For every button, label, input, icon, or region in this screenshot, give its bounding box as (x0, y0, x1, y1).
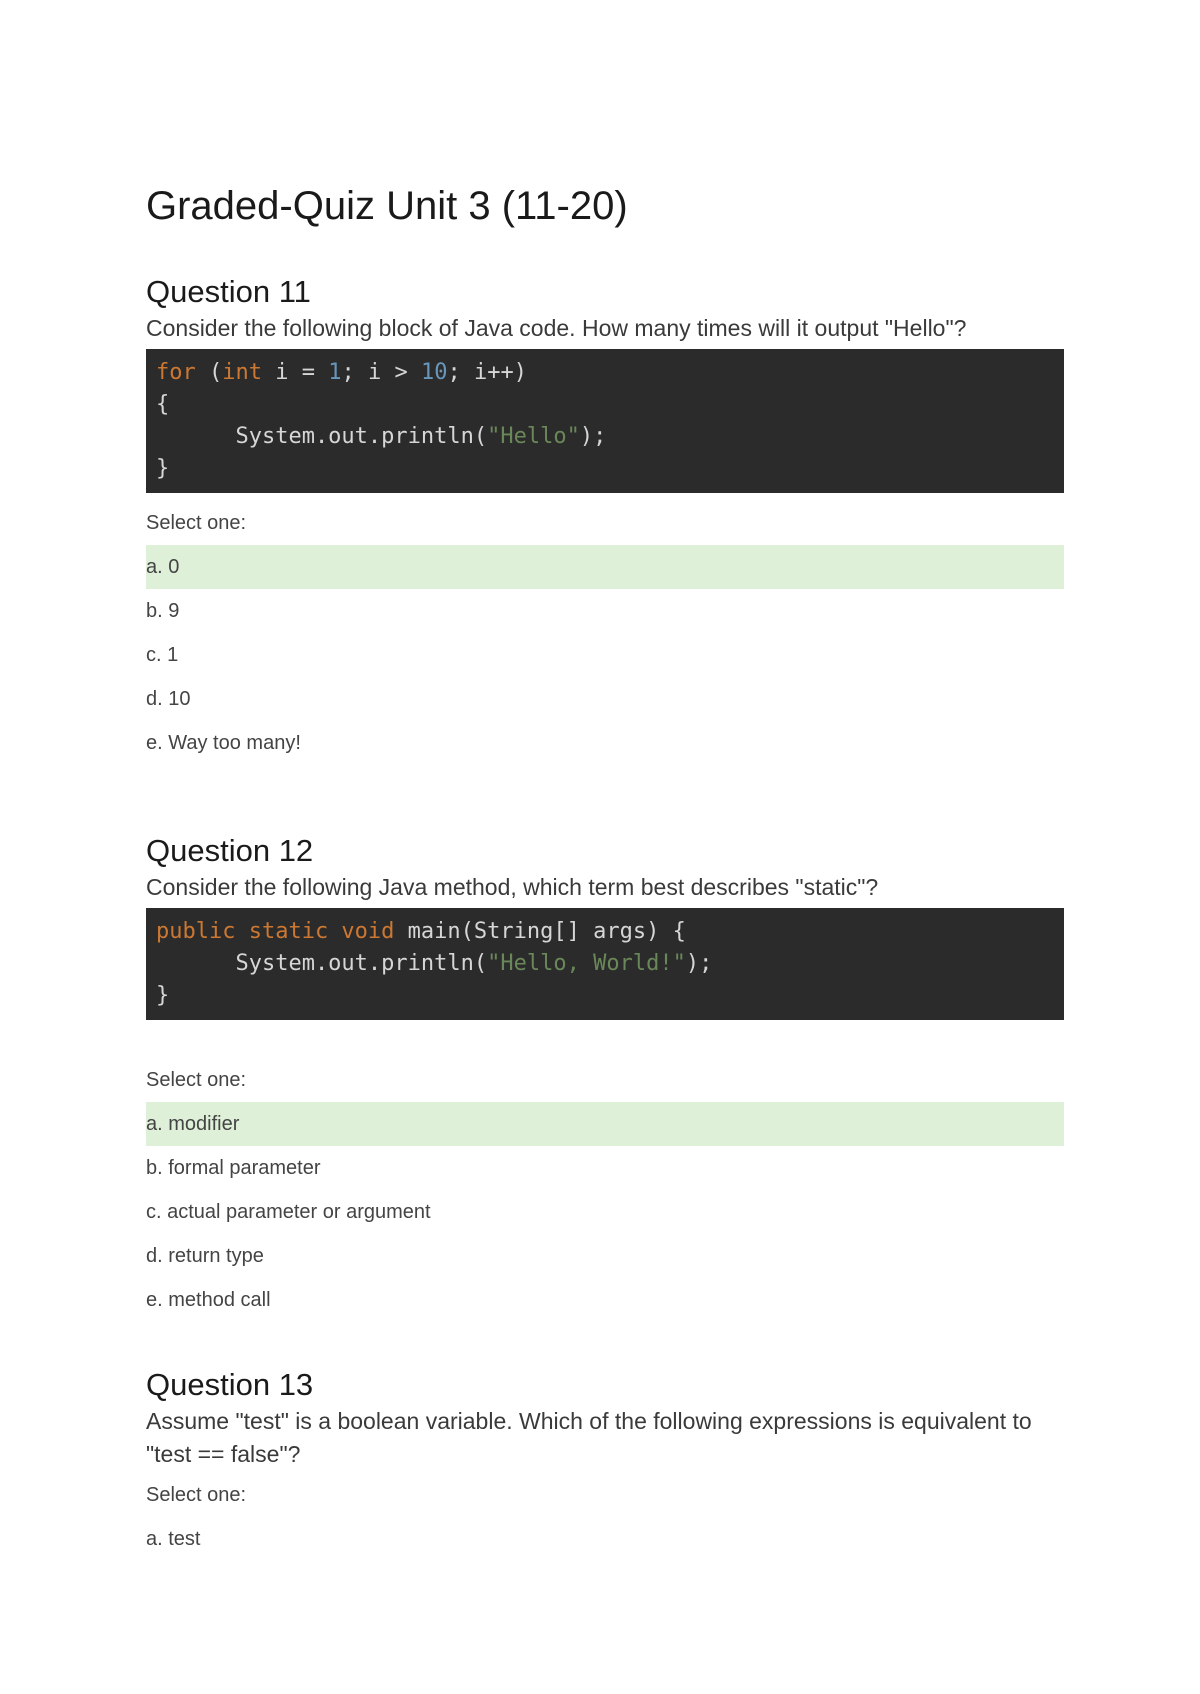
code-token: ; i++) (447, 360, 527, 385)
code-token: ); (579, 424, 607, 449)
code-token: } (156, 456, 170, 481)
code-token: System.out.println( (156, 424, 488, 449)
code-token: 1 (328, 360, 342, 385)
option-a[interactable]: a. 0 (146, 545, 1064, 589)
code-token: ); (685, 951, 713, 976)
code-token: for (156, 360, 196, 385)
option-a[interactable]: a. modifier (146, 1102, 1064, 1146)
code-token: System.out.println( (156, 951, 488, 976)
option-b[interactable]: b. 9 (146, 600, 180, 622)
code-block (146, 349, 1064, 493)
option-e[interactable]: e. Way too many! (146, 732, 301, 754)
question-title: Question 13 (146, 1367, 314, 1402)
option-d[interactable]: d. return type (146, 1245, 264, 1267)
question-13 (146, 1367, 1064, 1561)
option-b[interactable]: b. formal parameter (146, 1157, 321, 1179)
option-c[interactable]: c. 1 (146, 644, 179, 666)
option-a[interactable]: a. test (146, 1528, 201, 1550)
page-title: Graded-Quiz Unit 3 (11-20) (146, 184, 628, 228)
question-title: Question 11 (146, 274, 311, 309)
option-c[interactable]: c. actual parameter or argument (146, 1201, 431, 1223)
select-one-label: Select one: (146, 512, 247, 534)
question-text: Consider the following block of Java code. How many times will it output "Hello"? (146, 315, 967, 341)
code-token: i = (262, 360, 329, 385)
code-token: ; i > (341, 360, 421, 385)
option-d[interactable]: d. 10 (146, 688, 191, 710)
question-11 (146, 274, 1064, 765)
question-text: Assume "test" is a boolean variable. Which of the following expressions is equivalent to "test == false"? (146, 1408, 1032, 1467)
select-one-label: Select one: (146, 1484, 247, 1506)
code-token: { (156, 392, 170, 417)
option-e[interactable]: e. method call (146, 1289, 271, 1311)
code-token: "Hello, World!" (487, 951, 686, 976)
code-block (146, 908, 1064, 1020)
code-token: main(String[] args) { (394, 919, 686, 944)
code-token: ( (195, 360, 223, 385)
code-token: public static void (156, 919, 395, 944)
code-token: "Hello" (487, 424, 580, 449)
select-one-label: Select one: (146, 1069, 247, 1091)
question-title: Question 12 (146, 833, 314, 868)
code-token: } (156, 983, 170, 1008)
code-token: int (222, 360, 262, 385)
question-text: Consider the following Java method, which term best describes "static"? (146, 874, 879, 900)
code-token: 10 (420, 360, 448, 385)
question-12 (146, 833, 1064, 1322)
